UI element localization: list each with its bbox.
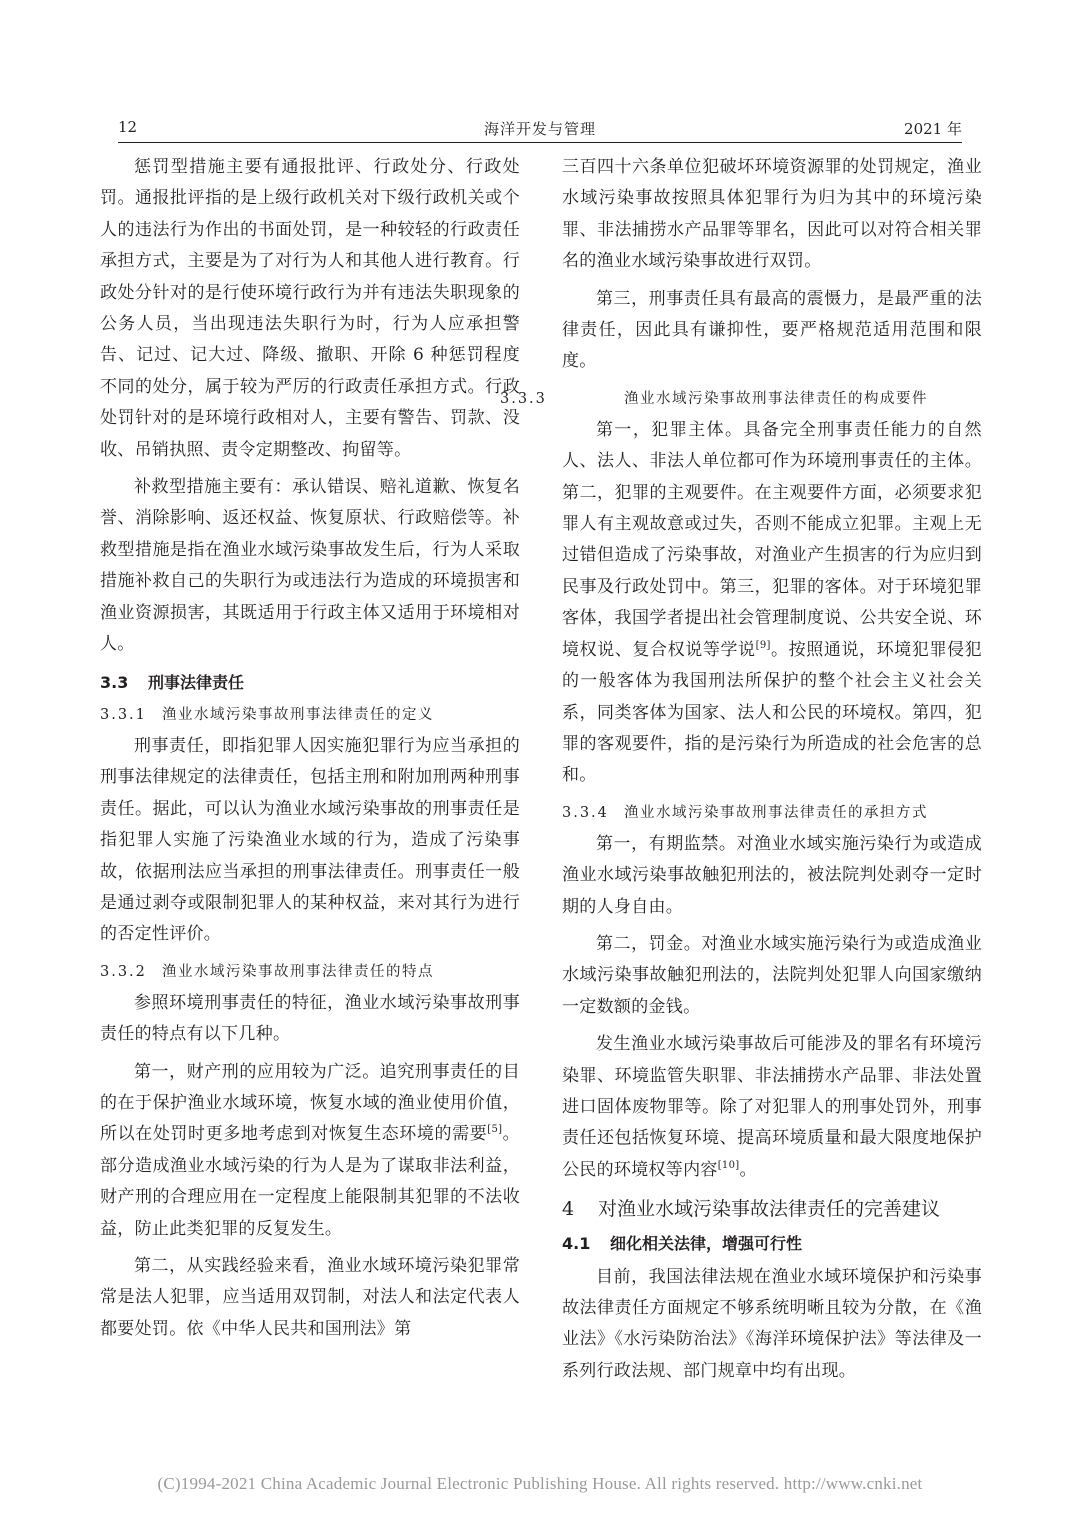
- text-run: 。按照通说，环境犯罪侵犯的一般客体为我国刑法所保护的整个社会主义社会关系，同类客体为国家、法人和公民的环境权。第四，犯罪的客观要件，指的是污染行为所造成的社会危害的总和。: [562, 639, 982, 786]
- citation-9: [9]: [755, 639, 771, 651]
- paragraph-remedial-measures: 补救型措施主要有：承认错误、赔礼道歉、恢复名誉、消除影响、返还权益、恢复原状、行政赔偿等。补救型措施是指在渔业水域污染事故发生后，行为人采取措施补救自己的失职行为或违法行为造成的环境损害和渔业资源损害，其既适用于行政主体又适用于环境相对人。: [100, 477, 520, 655]
- paragraph-crimes-involved: [562, 1029, 982, 1186]
- citation-5: [5]: [487, 1124, 503, 1136]
- subsection-number: 3.3.3: [500, 390, 547, 407]
- section-number: 4.1: [562, 1234, 591, 1254]
- subsection-title: 渔业水域污染事故刑事法律责任的特点: [162, 963, 434, 980]
- paragraph-dual-penalty-continued: 三百四十六条单位犯破坏环境资源罪的处罚规定，渔业水域污染事故按照具体犯罪行为归为其中的环境污染罪、非法捕捞水产品罪等罪名，因此可以对符合相关罪名的渔业水域污染事故进行双罚。: [562, 157, 982, 272]
- paragraph-deterrence: 第三，刑事责任具有最高的震慑力，是最严重的法律责任，因此具有谦抑性，要严格规范适用范围和限度。: [562, 288, 982, 372]
- running-header: [118, 118, 962, 148]
- paragraph-imprisonment: 第一，有期监禁。对渔业水域实施污染行为或造成渔业水域污染事故触犯刑法的，被法院判处剥夺一定时期的人身自由。: [562, 833, 982, 917]
- text-run: 。部分造成渔业水域污染的行为人是为了谋取非法利益，财产刑的合理应用在一定程度上能限制其犯罪的不法收益，防止此类犯罪的反复发生。: [100, 1124, 520, 1239]
- section-number: 4: [562, 1198, 575, 1221]
- paragraph-fine: 第二，罚金。对渔业水域实施污染行为或造成渔业水域污染事故触犯刑法的，法院判处犯罪人向国家缴纳一定数额的金钱。: [562, 933, 982, 1017]
- section-heading-4: [562, 1192, 982, 1226]
- section-number: 3.3: [100, 672, 129, 692]
- subsection-title: 渔业水域污染事故刑事法律责任的构成要件: [624, 390, 928, 407]
- section-title: 对渔业水域污染事故法律责任的完善建议: [598, 1198, 941, 1221]
- left-column: [100, 152, 520, 1351]
- subsection-heading-3-3-4: [562, 798, 982, 828]
- section-title: 细化相关法律，增强可行性: [610, 1234, 803, 1254]
- section-title: 刑事法律责任: [148, 672, 245, 692]
- paragraph-characteristics-intro: 参照环境刑事责任的特征，渔业水域污染事故刑事责任的特点有以下几种。: [100, 992, 520, 1045]
- section-heading-4-1: [562, 1228, 982, 1259]
- header-rule: [118, 142, 962, 143]
- text-run: 发生渔业水域污染事故后可能涉及的罪名有环境污染罪、环境监管失职罪、非法捕捞水产品罪、非法处置进口固体废物罪等。除了对犯罪人的刑事处罚外，刑事责任还包括恢复环境、提高环境质量和最大限度地保护公民的环境权等内容: [562, 1034, 982, 1180]
- copyright-footer: (C)1994-2021 China Academic Journal Electronic Publishing House. All rights reserved. http://www.cnki.net: [157, 1474, 923, 1493]
- subsection-number: 3.3.1: [100, 706, 147, 723]
- paragraph-property-penalty: [100, 1057, 520, 1245]
- paragraph-current-regulations: 目前，我国法律法规在渔业水域环境保护和污染事故法律责任方面规定不够系统明晰且较为分散，在《渔业法》《水污染防治法》《海洋环境保护法》等法律及一系列行政法规、部门规章中均有出现。: [562, 1266, 982, 1381]
- text-run: 第一，财产刑的应用较为广泛。追究刑事责任的目的在于保护渔业水域环境，恢复水域的渔业使用价值，所以在处罚时更多地考虑到对恢复生态环境的需要: [100, 1061, 520, 1145]
- issue-year: 2021 年: [904, 120, 962, 138]
- page-number: 12: [118, 118, 138, 136]
- paragraph-punitive-measures: 惩罚型措施主要有通报批评、行政处分、行政处罚。通报批评指的是上级行政机关对下级行政机关或个人的违法行为作出的书面处罚，是一种较轻的行政责任承担方式，主要是为了对行为人和其他人进行教育。行政处分针对的是行使环境行政行为并有违法失职现象的公务人员，当出现违法失职行为时，行为人应承担警告、记过、记大过、降级、撤职、开除 6 种惩罚程度不同的处分，属于较为严厉的行政责任承担方式。行政处罚针对的是环境行政相对人，主要有警告、罚款、没收、吊销执照、责令定期整改、拘留等。: [100, 157, 520, 460]
- text-run: 。: [739, 1159, 757, 1180]
- subsection-heading-3-3-3: [500, 384, 982, 414]
- subsection-heading-3-3-1: [100, 700, 520, 730]
- subsection-number: 3.3.2: [100, 963, 147, 980]
- section-heading-3-3: [100, 667, 520, 698]
- paragraph-definition: 刑事责任，即指犯罪人因实施犯罪行为应当承担的刑事法律规定的法律责任，包括主刑和附加刑两种刑事责任。据此，可以认为渔业水域污染事故的刑事责任是指犯罪人实施了污染渔业水域的行为，造成了污染事故，依据刑法应当承担的刑事法律责任。刑事责任一般是通过剥夺或限制犯罪人的某种权益，来对其行为进行的否定性评价。: [100, 735, 520, 945]
- text-run: 第一，犯罪主体。具备完全刑事责任能力的自然人、法人、非法人单位都可作为环境刑事责任的主体。第二，犯罪的主观要件。在主观要件方面，必须要求犯罪人有主观故意或过失，否则不能成立犯罪。主观上无过错但造成了污染事故，对渔业产生损害的行为应归到民事及行政处罚中。第三，犯罪的客体。对于环境犯罪客体，我国学者提出社会管理制度说、公共安全说、环境权说、复合权说等学说: [562, 419, 982, 660]
- citation-10: [10]: [717, 1159, 740, 1171]
- subsection-number: 3.3.4: [562, 804, 609, 821]
- paragraph-dual-penalty: 第二，从实践经验来看，渔业水域环境污染犯罪常常是法人犯罪，应当适用双罚制，对法人和法定代表人都要处罚。依《中华人民共和国刑法》第: [100, 1256, 520, 1339]
- right-column: [500, 152, 982, 1393]
- paragraph-constitutive-elements: [562, 415, 982, 792]
- subsection-title: 渔业水域污染事故刑事法律责任的定义: [162, 706, 434, 723]
- subsection-title: 渔业水域污染事故刑事法律责任的承担方式: [624, 804, 928, 821]
- journal-title: 海洋开发与管理: [483, 120, 596, 138]
- subsection-heading-3-3-2: [100, 957, 520, 987]
